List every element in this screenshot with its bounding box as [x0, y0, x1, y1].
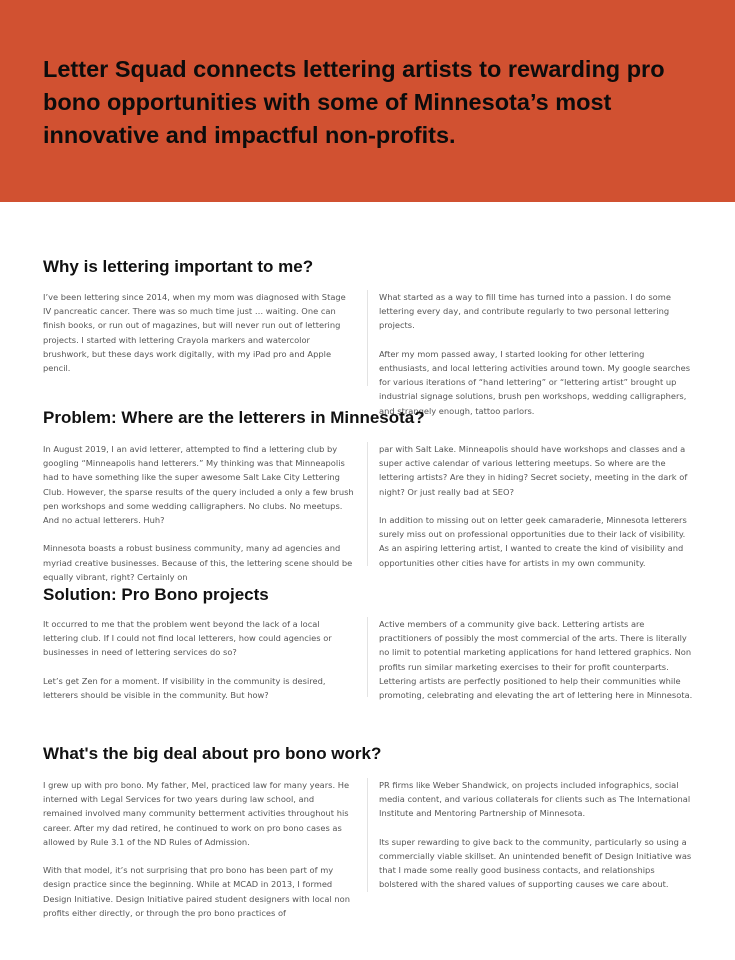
left-column	[43, 778, 355, 934]
paragraph: Its super rewarding to give back to the community, particularly so using a commercially viable skillset. An unintended benefit of Design Initiative was that I made some really good business contacts, and relationships bolstered with the shared values of supporting causes we care about.	[379, 836, 692, 890]
section-pro-bono	[43, 743, 693, 918]
column-divider	[367, 442, 368, 566]
section-heading: Problem: Where are the letterers in Minnesota?	[43, 408, 425, 427]
section-solution	[43, 584, 693, 701]
section-heading: What's the big deal about pro bono work?	[43, 744, 382, 763]
section-heading: Solution: Pro Bono projects	[43, 585, 269, 604]
hero-banner	[0, 0, 735, 202]
right-column	[379, 778, 693, 906]
section-problem	[43, 407, 693, 582]
left-column	[43, 617, 355, 716]
paragraph: In addition to missing out on letter geek camaraderie, Minnesota letterers surely miss out on professional opportunities due to their lack of visibility. As an aspiring lettering artist, I wanted to create the kind of visibility and opportunities other cities have for artists in my own community.	[379, 515, 687, 568]
right-column	[379, 617, 693, 716]
column-divider	[367, 778, 368, 892]
right-column	[379, 442, 693, 584]
column-divider	[367, 617, 368, 697]
paragraph: It occurred to me that the problem went beyond the lack of a local lettering club. If I could not find local letterers, how could agencies or businesses in need of lettering services do so?	[43, 619, 332, 658]
left-column	[43, 290, 355, 389]
paragraph: After my mom passed away, I started looking for other lettering enthusiasts, and local lettering activities around town. My google searches for various iterations of “hand lettering” or “lettering artist” brought up industrial signage solutions, brush pen workshops, wedding calligraphers, and strangely enough, tattoo parlors.	[379, 348, 691, 416]
paragraph: Let’s get Zen for a moment. If visibility in the community is desired, letterers should be visible in the community. But how?	[43, 675, 326, 700]
section-why-lettering	[43, 256, 693, 416]
paragraph: With that model, it’s not surprising that pro bono has been part of my design practice since the beginning. While at MCAD in 2013, I formed Design Initiative. Design Initiative paired student designers with local non profits either directly, or through the pro bono practices of	[43, 865, 350, 918]
section-heading: Why is lettering important to me?	[43, 257, 314, 276]
paragraph: I grew up with pro bono. My father, Mel, practiced law for many years. He interned with Legal Services for two years during law school, and remained involved many community betterment activities throughout his career. After my dad retired, he continued to work on pro bono cases as allowed by Rule 3.1 of the ND Rules of Admission.	[43, 780, 350, 847]
column-divider	[367, 290, 368, 386]
paragraph: I’ve been lettering since 2014, when my mom was diagnosed with Stage IV pancreatic cancer. There was so much time just … waiting. One can finish books, or run out of magazines, but will never run out of lettering projects. I started with lettering Crayola markers and watercolor brushwork, but these days work digitally, with my iPad pro and Apple pencil.	[43, 292, 346, 374]
paragraph: PR firms like Weber Shandwick, on projects included infographics, social media content, and various collaterals for clients such as The International Institute and Mentoring Partnership of Minnesota.	[379, 780, 691, 819]
left-column	[43, 442, 355, 598]
paragraph: Minnesota boasts a robust business community, many ad agencies and myriad creative businesses. Because of this, the lettering scene should be equally vibrant, right? Certainly on	[43, 543, 353, 582]
paragraph: In August 2019, I an avid letterer, attempted to find a lettering club by googling “Minneapolis hand letterers.” My thinking was that Minneapolis had to have something like the super awesome Salt Lake City Lettering Club. However, the sparse results of the query included a only a few brush pen workshops and some wedding calligraphers. No clubs. No meetups. And no actual letterers. Huh?	[43, 444, 354, 526]
hero-headline: Letter Squad connects lettering artists to rewarding pro bono opportunities with some of Minnesota’s most innovative and impactful non-profits.	[43, 56, 665, 148]
paragraph: Active members of a community give back. Lettering artists are practitioners of possibly the most commercial of the arts. There is literally no limit to potential marketing applications for hand lettered graphics. Non profits run similar marketing exercises to their for profit counterparts. Lettering artists are perfectly positioned to help their communities while promoting, celebrating and elevating the art of lettering here in Minnesota.	[379, 619, 693, 701]
paragraph: What started as a way to fill time has turned into a passion. I do some lettering every day, and contribute regularly to two personal lettering projects.	[379, 292, 671, 331]
paragraph: par with Salt Lake. Minneapolis should have workshops and classes and a super active calendar of various lettering meetups. So where are the lettering artists? Are they in hiding? Secret society, meeting in the dark of night? Or just really bad at SEO?	[379, 444, 688, 497]
